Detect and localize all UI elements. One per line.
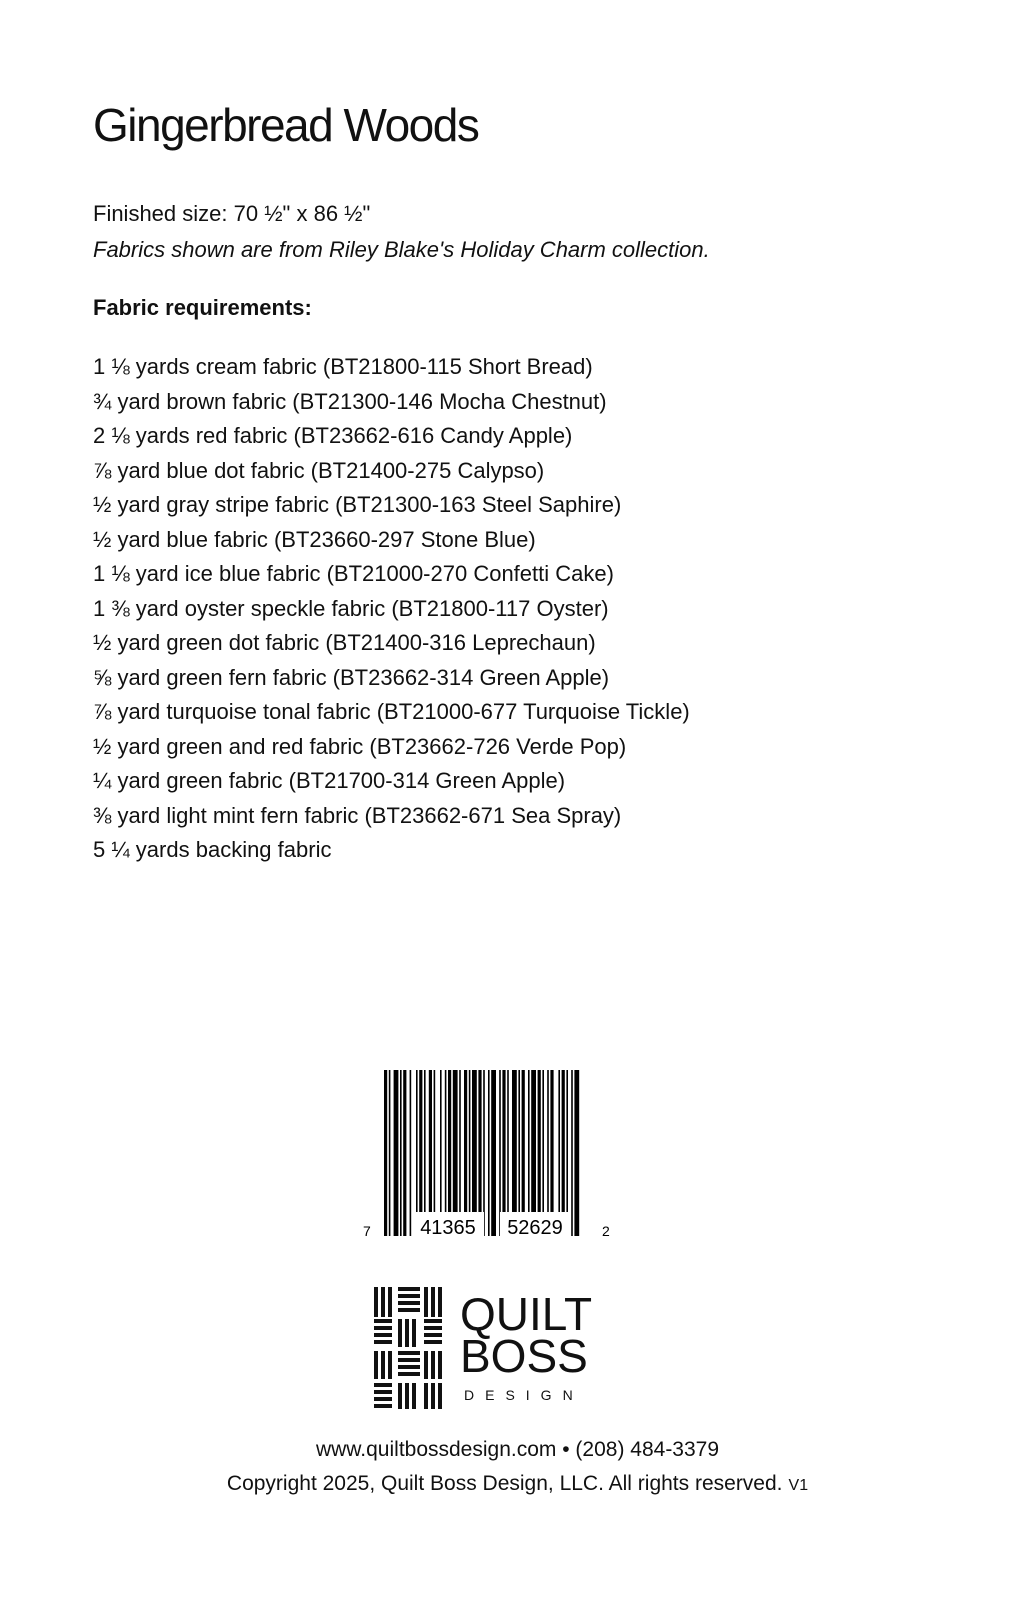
list-item: ¾ yard brown fabric (BT21300-146 Mocha Chestnut): [93, 388, 607, 414]
list-item: 1 ⅛ yards cream fabric (BT21800-115 Short Bread): [93, 354, 593, 379]
barcode-bar: [416, 1070, 418, 1236]
barcode-bar: [547, 1070, 549, 1236]
barcode-bar: [384, 1070, 387, 1236]
barcode-right-digits: 52629: [507, 1217, 563, 1239]
barcode-bar: [478, 1070, 481, 1236]
barcode-bar: [445, 1070, 447, 1236]
barcode-bar: [389, 1070, 391, 1236]
barcode-bar: [499, 1070, 501, 1236]
barcode-bar: [491, 1070, 496, 1236]
barcode-bar: [522, 1070, 525, 1236]
barcode-bar: [566, 1070, 568, 1236]
barcode-bar: [507, 1070, 509, 1236]
stripe-grid-logo-icon: [374, 1285, 448, 1410]
barcode-bar: [472, 1070, 477, 1236]
barcode-bar: [518, 1070, 520, 1236]
barcode-bar: [410, 1070, 412, 1236]
barcode-bar: [440, 1070, 442, 1236]
barcode-bar: [434, 1070, 436, 1236]
barcode-bar: [558, 1070, 560, 1236]
barcode-bar: [531, 1070, 536, 1236]
requirements-heading: Fabric requirements:: [93, 295, 312, 320]
barcode-bar: [502, 1070, 505, 1236]
barcode-bar: [453, 1070, 458, 1236]
barcode-bar: [574, 1070, 579, 1236]
barcode-bar: [488, 1070, 490, 1236]
version-label: V1: [788, 1477, 809, 1494]
finished-size: Finished size: 70 ½" x 86 ½": [93, 201, 371, 226]
list-item: ⅜ yard light mint fern fabric (BT23662-671 Sea Spray): [93, 802, 622, 828]
list-item: ½ yard blue fabric (BT23660-297 Stone Blue): [93, 526, 536, 552]
barcode-bar: [538, 1070, 541, 1236]
list-item: 1 ⅛ yard ice blue fabric (BT21000-270 Confetti Cake): [93, 561, 614, 586]
barcode-bar: [542, 1070, 544, 1236]
barcode-bar: [424, 1070, 426, 1236]
contact-line: www.quiltbossdesign.com • (208) 484-3379: [315, 1438, 720, 1461]
list-item: ½ yard gray stripe fabric (BT21300-163 Steel Saphire): [93, 492, 622, 517]
barcode-bar: [459, 1070, 461, 1236]
list-item: 2 ⅛ yards red fabric (BT23662-616 Candy Apple): [93, 423, 573, 448]
barcode: [360, 1068, 620, 1248]
barcode-image: [360, 1068, 620, 1248]
list-item: ¼ yard green fabric (BT21700-314 Green Apple): [93, 768, 566, 793]
barcode-lead-digit: 7: [363, 1223, 371, 1239]
barcode-bar: [448, 1070, 451, 1236]
barcode-bar: [528, 1070, 530, 1236]
barcode-bar: [394, 1070, 399, 1236]
copyright-line: [0, 1470, 1035, 1497]
logo-word-quilt: QUILT: [460, 1288, 593, 1340]
barcode-bar: [403, 1070, 406, 1236]
list-item: ⅞ yard blue dot fabric (BT21400-275 Calypso): [93, 457, 545, 483]
barcode-bar: [550, 1070, 553, 1236]
barcode-bar: [400, 1070, 402, 1236]
barcode-bar: [419, 1070, 422, 1236]
list-item: ⅝ yard green fern fabric (BT23662-314 Green Apple): [93, 664, 610, 690]
barcode-bar: [512, 1070, 517, 1236]
barcode-bar: [562, 1070, 565, 1236]
barcode-bar: [571, 1070, 573, 1236]
fabrics-shown-note: Fabrics shown are from Riley Blake's Holiday Charm collection.: [93, 237, 710, 262]
barcode-left-digits: 41365: [420, 1217, 476, 1239]
copyright-text: Copyright 2025, Quilt Boss Design, LLC. All rights reserved.: [226, 1472, 783, 1495]
barcode-bar: [464, 1070, 467, 1236]
barcode-bar: [483, 1070, 485, 1236]
barcode-bar: [469, 1070, 471, 1236]
page-title: Gingerbread Woods: [93, 99, 479, 151]
requirements-list: [93, 350, 690, 868]
quilt-boss-logo: [374, 1285, 614, 1410]
logo-word-design: DESIGN: [464, 1387, 584, 1403]
logo-word-boss: BOSS: [460, 1330, 588, 1382]
barcode-check-digit: 2: [602, 1223, 610, 1239]
list-item: ⅞ yard turquoise tonal fabric (BT21000-677 Turquoise Tickle): [93, 699, 690, 724]
list-item: 5 ¼ yards backing fabric: [93, 837, 332, 862]
list-item: ½ yard green dot fabric (BT21400-316 Leprechaun): [93, 630, 596, 655]
list-item: 1 ⅜ yard oyster speckle fabric (BT21800-117 Oyster): [93, 595, 609, 621]
barcode-bar: [429, 1070, 432, 1236]
list-item: ½ yard green and red fabric (BT23662-726 Verde Pop): [93, 733, 627, 759]
